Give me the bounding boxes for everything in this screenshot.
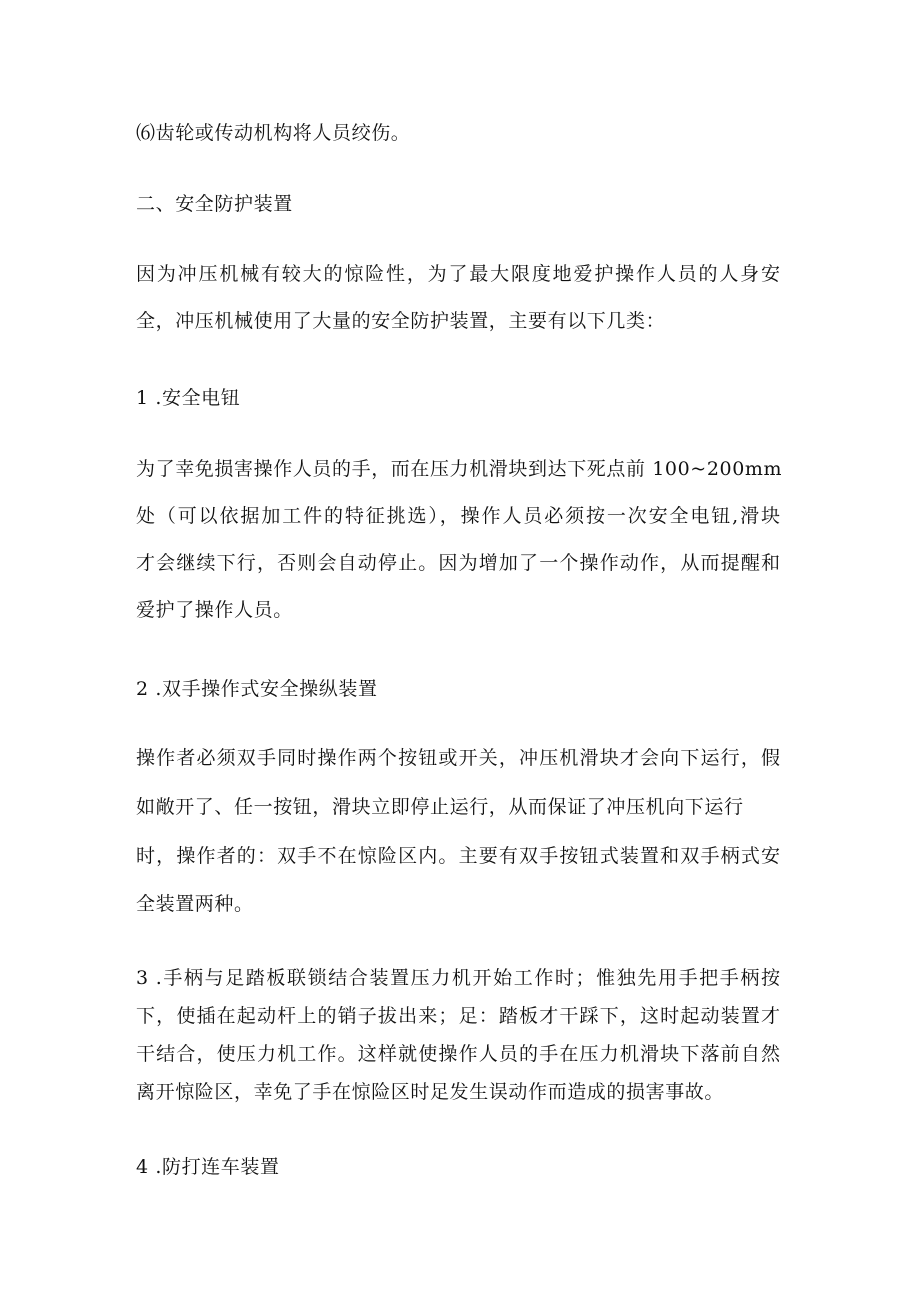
section-heading-safety-devices: 二、安全防护装置 xyxy=(136,193,293,215)
paragraph-handle-pedal-line-3: 干结合，使压力机工作。这样就使操作人员的手在压力机滑块下落前自然 xyxy=(136,1043,780,1065)
paragraph-handle-pedal-line-1: 3 .手柄与足踏板联锁结合装置压力机开始工作时；惟独先用手把手柄按 xyxy=(136,967,780,989)
paragraph-safety-button-line-3: 才会继续下行，否则会自动停止。因为增加了一个操作动作，从而提醒和 xyxy=(136,552,780,574)
paragraph-intro-line-2: 全，冲压机械使用了大量的安全防护装置，主要有以下几类： xyxy=(136,310,666,332)
paragraph-safety-button-line-1: 为了幸免损害操作人员的手，而在压力机滑块到达下死点前 100~200mm xyxy=(136,458,783,480)
paragraph-two-hand-line-1: 操作者必须双手同时操作两个按钮或开关，冲压机滑块才会向下运行，假 xyxy=(136,747,780,769)
subheading-anti-repeat-device: 4 .防打连车装置 xyxy=(136,1156,280,1178)
paragraph-two-hand-line-4: 全装置两种。 xyxy=(136,893,254,915)
paragraph-two-hand-line-2: 如敞开了、任一按钮，滑块立即停止运行，从而保证了冲压机向下运行 xyxy=(136,796,744,818)
paragraph-handle-pedal-line-4: 离开惊险区，幸免了手在惊险区时足发生误动作而造成的损害事故。 xyxy=(136,1081,725,1103)
paragraph-two-hand-line-3: 时，操作者的：双手不在惊险区内。主要有双手按钮式装置和双手柄式安 xyxy=(136,845,780,867)
subheading-safety-button: 1 .安全电钮 xyxy=(136,387,241,409)
subheading-two-hand-control: 2 .双手操作式安全操纵装置 xyxy=(136,678,378,700)
paragraph-intro-line-1: 因为冲压机械有较大的惊险性，为了最大限度地爱护操作人员的人身安 xyxy=(136,263,780,285)
paragraph-safety-button-line-4: 爱护了操作人员。 xyxy=(136,599,293,621)
paragraph-gear-hazard: ⑹齿轮或传动机构将人员绞伤。 xyxy=(136,122,411,144)
paragraph-handle-pedal-line-2: 下，使插在起动杆上的销子拔出来；足：踏板才干踩下，这时起动装置才 xyxy=(136,1005,780,1027)
paragraph-safety-button-line-2: 处（可以依据加工件的特征挑选），操作人员必须按一次安全电钮,滑块 xyxy=(136,505,780,527)
